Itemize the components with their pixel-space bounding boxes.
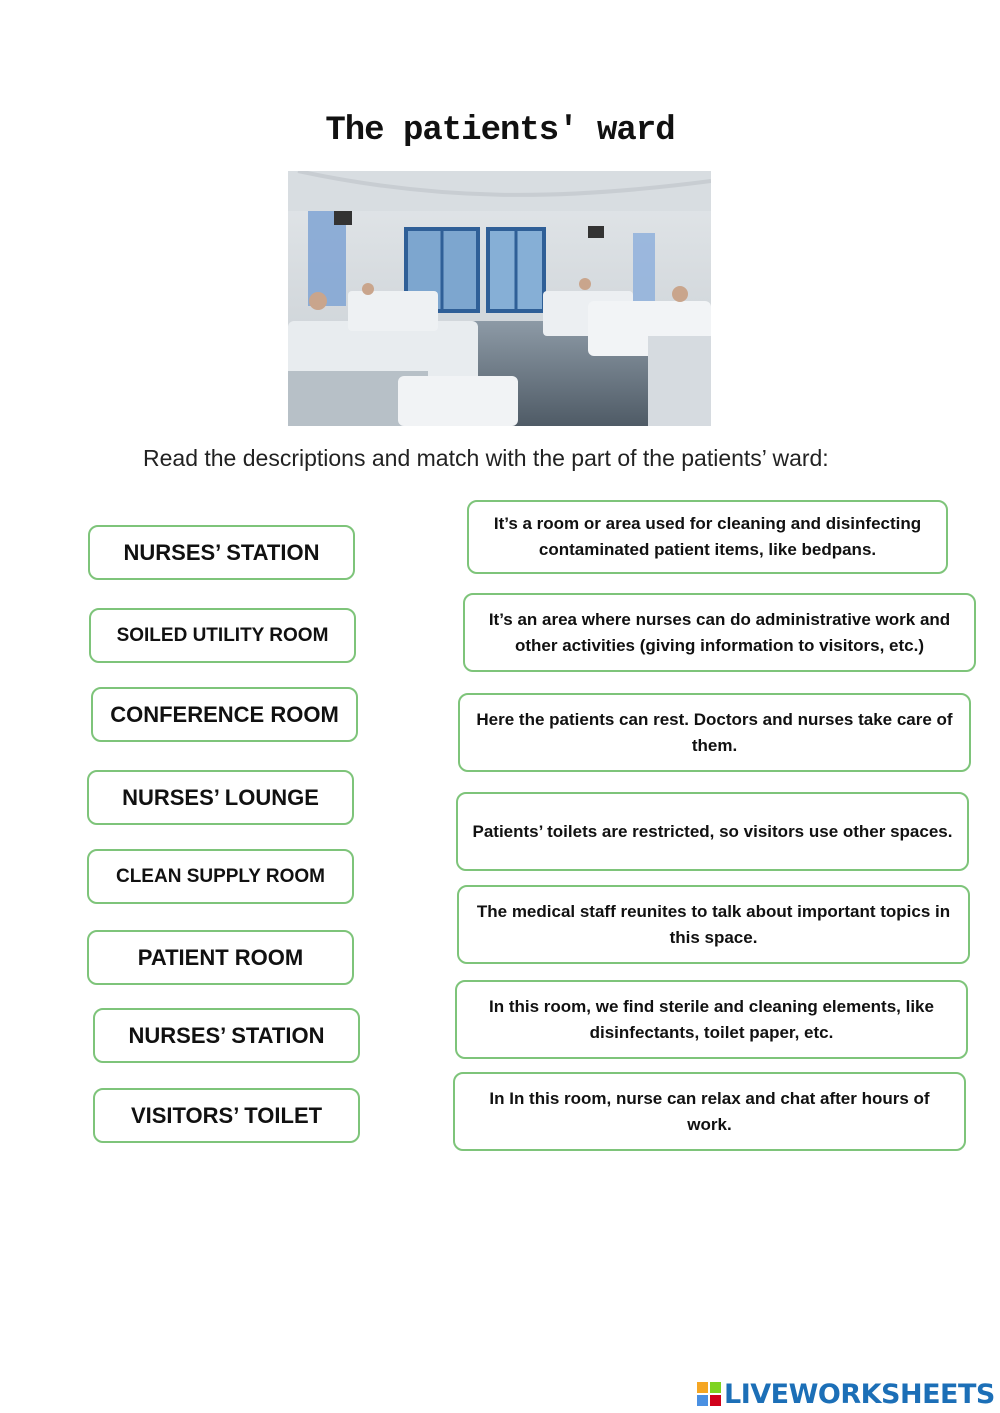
term-nurses-station-2[interactable]: NURSES’ STATION bbox=[93, 1008, 360, 1063]
term-nurses-lounge[interactable]: NURSES’ LOUNGE bbox=[87, 770, 354, 825]
term-nurses-station-1[interactable]: NURSES’ STATION bbox=[88, 525, 355, 580]
worksheet-title: The patients' ward bbox=[325, 112, 675, 150]
description-1[interactable]: It’s a room or area used for cleaning and disinfecting contaminated patient items, like bedpans. bbox=[467, 500, 948, 574]
description-4[interactable]: Patients’ toilets are restricted, so visitors use other spaces. bbox=[456, 792, 969, 871]
description-6[interactable]: In this room, we find sterile and cleaning elements, like disinfectants, toilet paper, etc. bbox=[455, 980, 968, 1059]
ward-photo bbox=[288, 171, 711, 426]
term-clean-supply-room[interactable]: CLEAN SUPPLY ROOM bbox=[87, 849, 354, 904]
term-patient-room[interactable]: PATIENT ROOM bbox=[87, 930, 354, 985]
term-conference-room[interactable]: CONFERENCE ROOM bbox=[91, 687, 358, 742]
instructions-text: Read the descriptions and match with the part of the patients’ ward: bbox=[143, 445, 829, 471]
description-7[interactable]: In In this room, nurse can relax and chat after hours of work. bbox=[453, 1072, 966, 1151]
term-soiled-utility-room[interactable]: SOILED UTILITY ROOM bbox=[89, 608, 356, 663]
term-visitors-toilet[interactable]: VISITORS’ TOILET bbox=[93, 1088, 360, 1143]
description-5[interactable]: The medical staff reunites to talk about important topics in this space. bbox=[457, 885, 970, 964]
brand-name: LIVEWORKSHEETS bbox=[724, 1378, 995, 1410]
description-3[interactable]: Here the patients can rest. Doctors and nurses take care of them. bbox=[458, 693, 971, 772]
liveworksheets-logo-icon bbox=[697, 1382, 721, 1406]
liveworksheets-brand bbox=[697, 1377, 995, 1411]
description-2[interactable]: It’s an area where nurses can do administrative work and other activities (giving information to visitors, etc.) bbox=[463, 593, 976, 672]
